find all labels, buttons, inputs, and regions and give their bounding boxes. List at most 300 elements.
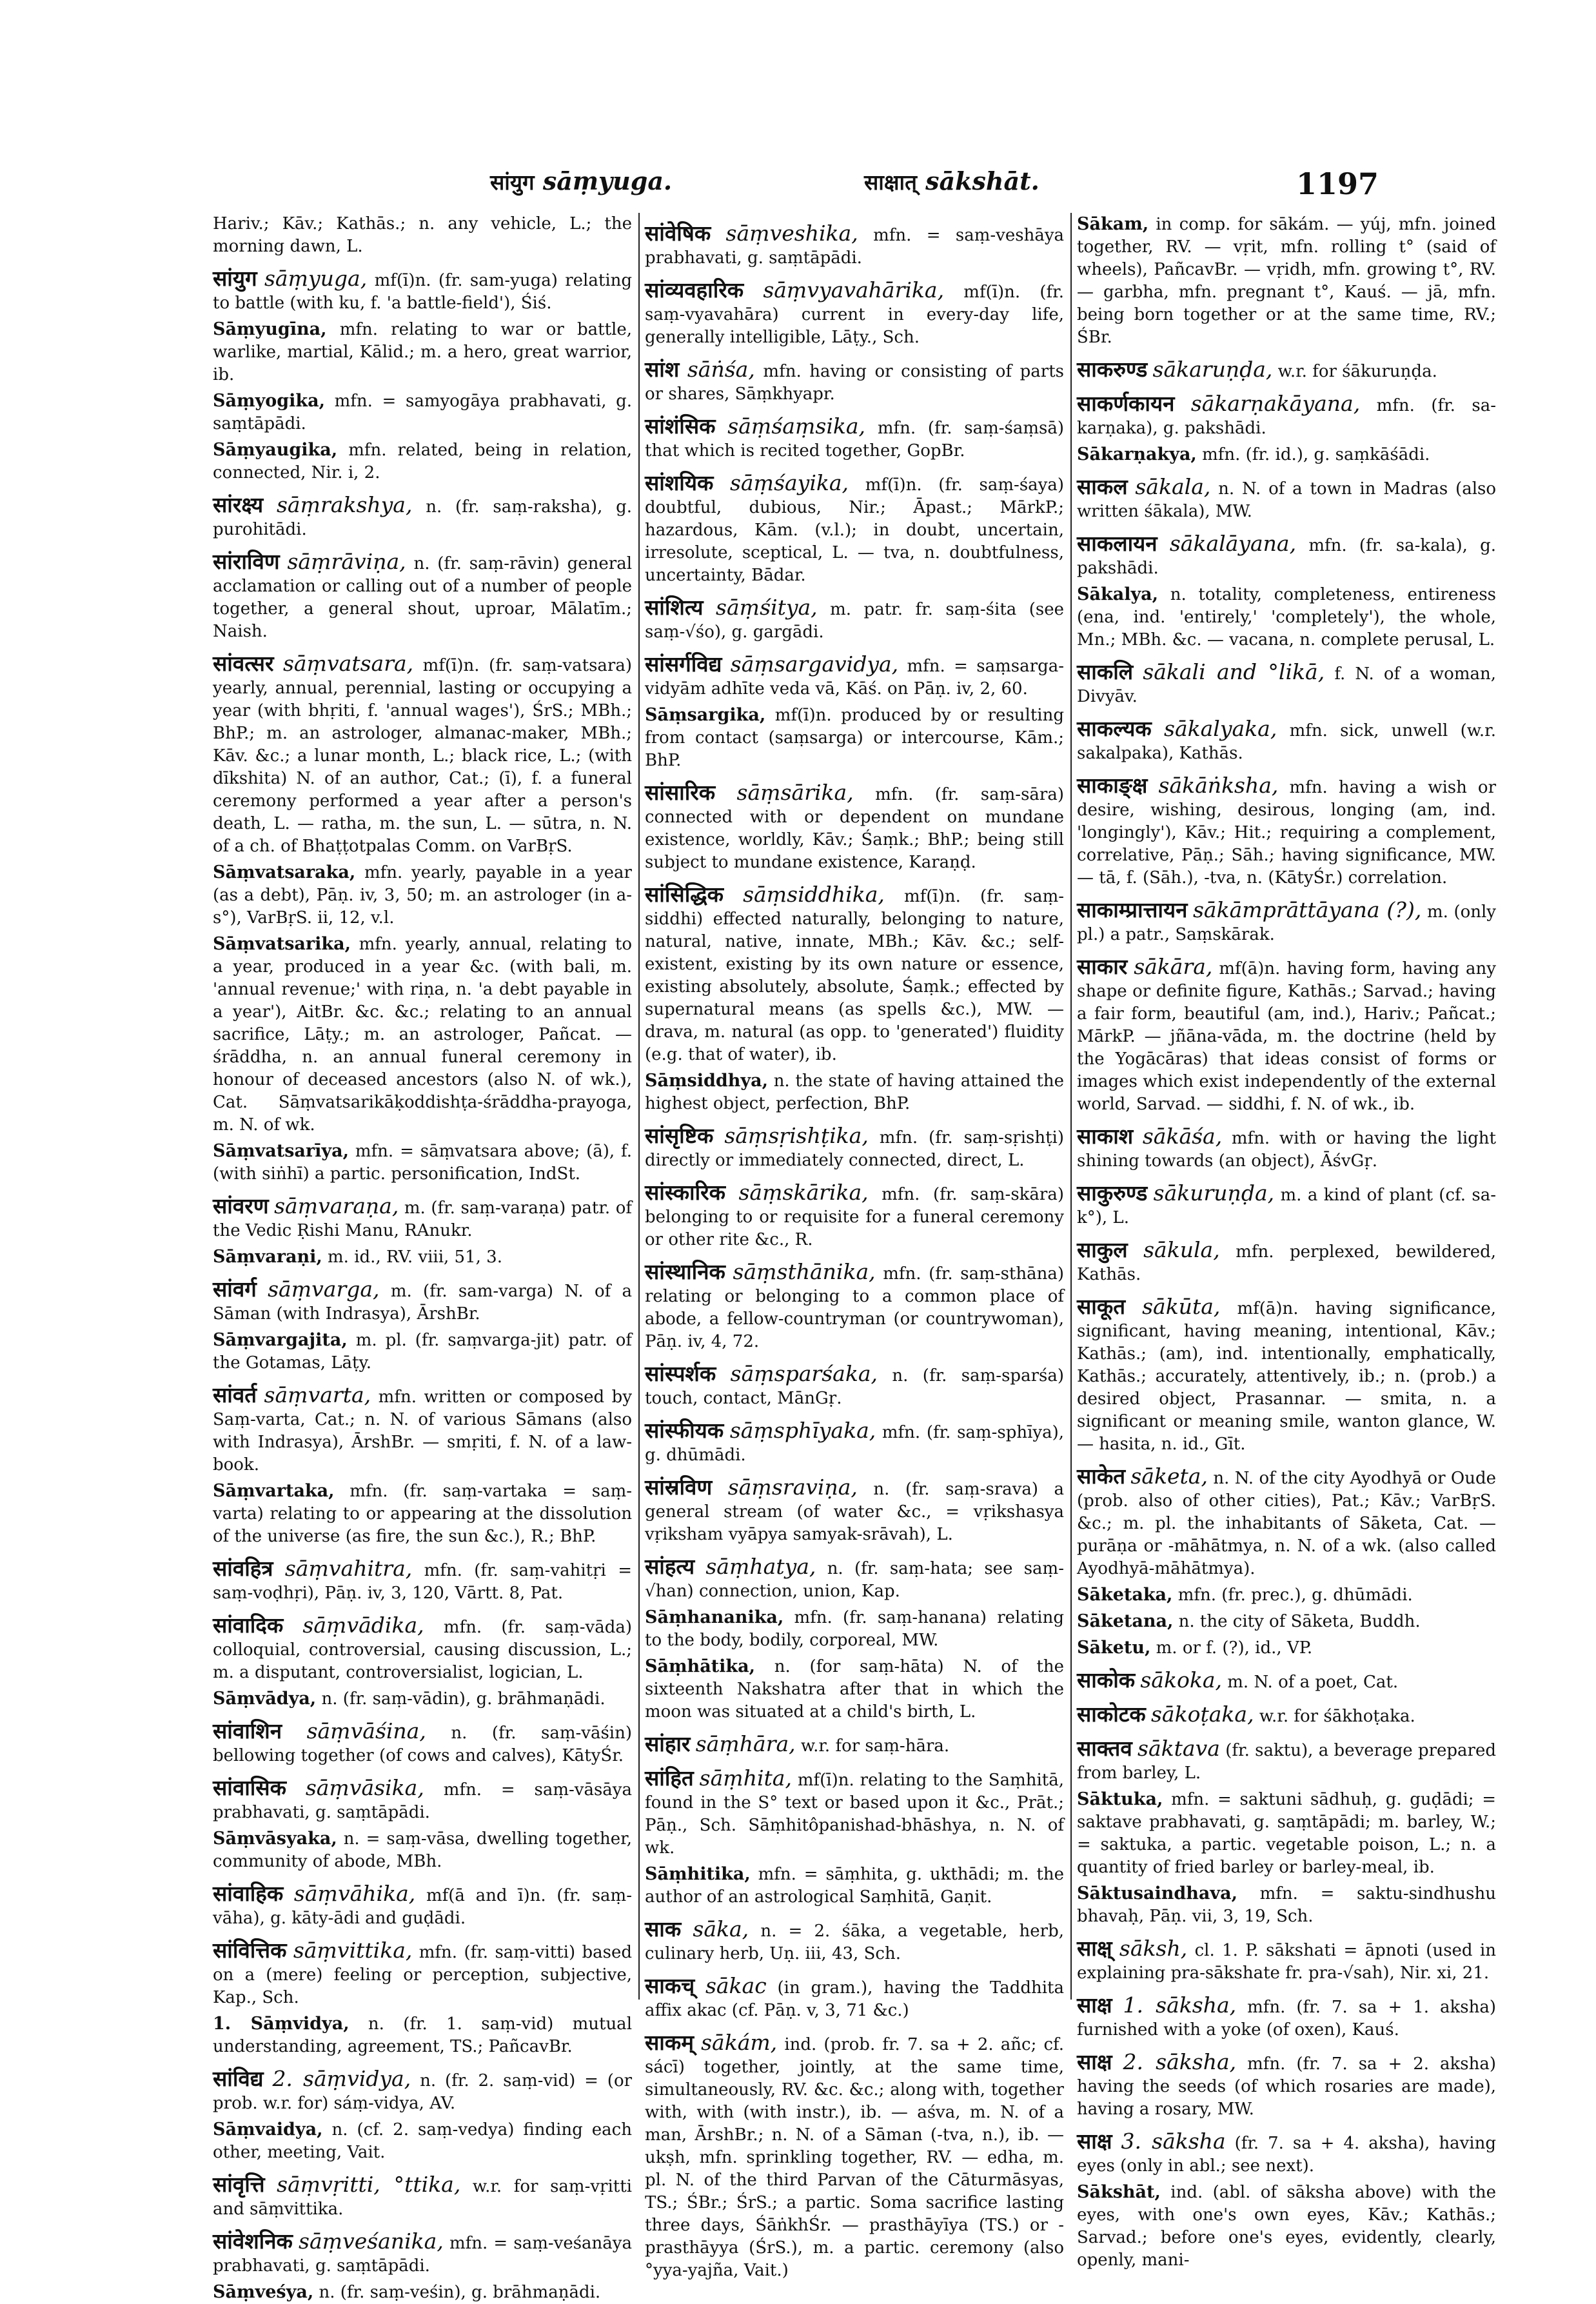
entry-headword: Sāketana, [1077,1611,1174,1631]
entry-definition: mfn. (fr. 7. sa + 2. aksha) having the seeds (of which rosaries are made), having a rosary, MW. [1077,2054,1497,2119]
entry-headword: Sāṃveśya, [213,2282,314,2302]
dictionary-entry [213,2067,632,2115]
dictionary-entry [645,1733,1064,1758]
entry-definition: n. (cf. 2. saṃ-vedya) finding each other, meeting, Vait. [213,2120,632,2162]
header-right-roman: sākshāt. [925,166,1039,195]
entry-headword: sākūta, [1142,1294,1221,1319]
entry-devanagari: सांवर्ग [213,1276,257,1302]
dictionary-entry [1077,1584,1496,1607]
dictionary-entry [213,1384,632,1476]
entry-devanagari: सांवृत्ति [213,2172,265,2197]
dictionary-entry [1077,443,1496,466]
dictionary-entry [645,1655,1064,1723]
entry-definition: mfn. = saktu-sindhushu bhavaḥ, Pāṇ. vii, 3, 19, Sch. [1077,1884,1496,1926]
entry-definition: n. (fr. 2. saṃ-vid) = (or prob. w.r. for) sáṃ-vidya, AV. [213,2071,633,2113]
entry-headword: sāṃśayika, [730,470,849,495]
entry-definition: mfn. (fr. saṃ-śaṃsā) that which is recited together, GopBr. [645,419,1064,461]
entry-definition: mfn. relating to war or battle, warlike, martial, Kālid.; m. a hero, great warrior, ib. [213,320,632,384]
entry-definition: mfn. sick, unwell (w.r. sakalpaka), Kathās. [1077,721,1497,763]
entry-headword: sāṃvyavahārika, [763,277,945,303]
column-2 [645,213,1065,2280]
entry-definition: n. (fr. 1. saṃ-vid) mutual understanding, agreement, TS.; PañcavBr. [213,2014,633,2056]
entry-definition: mfn. (fr. prec.), g. dhūmādi. [1177,1585,1413,1605]
dictionary-entry [1077,955,1496,1116]
entry-devanagari: साक्तव [1077,1736,1132,1761]
entry-headword: sākac [705,1973,767,1998]
entry-devanagari: साक्ष् [1077,1936,1112,1961]
dictionary-entry [645,704,1064,772]
entry-headword: sākarṇakāyana, [1190,391,1361,416]
entry-devanagari: सांवादिक [213,1613,284,1638]
entry-definition: mfn. = samyogāya prabhavati, g. saṃtāpādi. [213,392,632,433]
entry-headword: sāṃsārika, [736,780,854,805]
entry-headword: 2. sāṃvidya, [272,2066,411,2091]
entry-definition: mfn. yearly, payable in a year (as a debt), Pāṇ. iv, 3, 50; m. an astrologer (in a-s°), VarBṛS. ii, 12, v.l. [213,863,632,928]
entry-definition: mfn. (fr. saṃ-skāra) belonging to or requisite for a funeral ceremony or other rite &c., R. [645,1185,1064,1249]
entry-definition: m. pl. (fr. saṃvarga-jit) patr. of the Gotamas, Lāṭy. [213,1331,632,1373]
entry-headword: sākaruṇḍa, [1152,357,1273,382]
entry-headword: 2. sāksha, [1123,2049,1237,2074]
entry-headword: sāṃvādika, [302,1613,424,1638]
entry-devanagari: साक [645,1916,682,1942]
entry-devanagari: सांवाशिन [213,1718,282,1743]
dictionary-entry [1077,1937,1496,1985]
entry-headword: sāṃsthānika, [733,1259,876,1284]
entry-definition: n. (fr. saṃ-raksha), g. purohitādi. [213,497,633,539]
entry-headword: Sākalya, [1077,584,1159,604]
entry-definition: w.r. for śākuruṇḍa. [1277,362,1437,381]
entry-headword: Sākam, [1077,214,1149,234]
dictionary-entry [213,1827,632,1873]
entry-headword: Sāṃvartaka, [213,1481,335,1501]
entry-devanagari: सांवासिक [213,1775,286,1800]
entry-definition: mfn. with or having the light shining towards (an object), ĀśvGṛ. [1077,1129,1496,1171]
entry-devanagari: सांवेशनिक [213,2229,293,2254]
entry-definition: mfn. (fr. saṃ-sthāna) relating or belonging to a common place of abode, a fellow-countryman (or countrywoman), Pāṇ. iv, 4, 72. [645,1264,1064,1351]
dictionary-entry [645,1863,1064,1909]
entry-headword: Sāṃyugīna, [213,319,327,339]
entry-headword: Sākshāt, [1077,2182,1161,2202]
entry-definition: n. = saṃ-vāsa, dwelling together, community of abode, MBh. [213,1829,633,1871]
entry-devanagari: साकाश [1077,1124,1134,1149]
dictionary-entry [645,1918,1064,1965]
entry-devanagari: सांसारिक [645,780,716,805]
entry-definition: (fr. 7. sa + 4. aksha), having eyes (only in abl.; see next). [1077,2134,1497,2176]
dictionary-entry [213,550,632,643]
entry-headword: Sāṃsiddhya, [645,1071,768,1091]
entry-definition: mfn. related, being in relation, connected, Nir. i, 2. [213,441,633,482]
entry-definition: mfn. yearly, annual, relating to a year, produced in a year &c. (with bali, m. 'annual revenue;' with riṇa, n. 'a debt payable in a year'), AitBr. &c. &c.; relating to an annual sacrifice, Lāṭy.; m. an astrologer, Pañcat. — śrāddha, n. an annual funeral ceremony in honour of deceased ancestors (also N. of wk.), Cat. Sāṃvatsarikāḳoddishṭa-śrāddha-prayoga, m. N. of wk. [213,935,632,1135]
entry-devanagari: सांवित्तिक [213,1938,287,1963]
entry-devanagari: साकल्यक [1077,716,1152,741]
dictionary-entry [1077,1788,1496,1879]
dictionary-entry [645,1069,1064,1115]
entry-headword: Sākarṇakya, [1077,444,1197,464]
dictionary-entry [645,2031,1064,2282]
running-header [213,166,1438,205]
dictionary-entry [1077,358,1496,383]
dictionary-entry [1077,1703,1496,1728]
entry-devanagari: साकरुण्ड [1077,357,1148,382]
dictionary-entry [213,652,632,858]
dictionary-entry [645,1606,1064,1652]
entry-headword: sāka, [693,1916,749,1942]
entry-definition: m. N. of a poet, Cat. [1227,1673,1399,1692]
entry-headword: sāṃhāra, [695,1731,796,1756]
entry-definition: in comp. for sākám. — yúj, mfn. joined together, RV. — vṛit, mfn. rolling t° (said of wheels), PañcavBr. — vṛidh, mfn. growing t°, RV. — garbha, mfn. pregnant t°, Kauś. — jā, mfn. being born together or at the same time, RV.; ŚBr. [1077,215,1496,347]
entry-headword: sāketa, [1130,1464,1208,1489]
entry-definition: m. a kind of plant (cf. sa-k°), L. [1077,1186,1497,1227]
dictionary-entry [1077,1994,1496,2041]
dictionary-entry [213,1882,632,1930]
entry-definition: mfn. (fr. id.), g. saṃkāśādi. [1202,445,1430,464]
dictionary-entry [645,1767,1064,1860]
header-right [864,166,1039,196]
dictionary-entry [1077,1610,1496,1633]
entry-headword: sāṃvṛitti, °ttika, [277,2172,461,2197]
entry-definition: mfn. (fr. saṃ-vahitṛi = saṃ-voḍhṛi), Pāṇ. iv, 3, 120, Vārtt. 8, Pat. [213,1561,632,1603]
dictionary-entry [213,390,632,435]
entry-headword: sāṃsṛishṭika, [724,1123,869,1148]
dictionary-entry [213,861,632,929]
entry-headword: sāṃvarta, [264,1382,371,1407]
dictionary-entry [645,222,1064,270]
entry-headword: Sāṃhātika, [645,1656,756,1676]
dictionary-entry [213,2281,632,2304]
entry-devanagari: सांव्यवहारिक [645,277,744,303]
entry-definition: mfn. = sāṃvatsara above; (ā), f. (with siṅhī) a partic. personification, IndSt. [213,1142,633,1184]
entry-devanagari: सांश [645,357,680,382]
dictionary-entry [645,1974,1064,2022]
entry-headword: sāṃrāviṇa, [287,549,406,574]
entry-devanagari: सांवेषिक [645,221,711,246]
entry-definition: m. (fr. sam-varga) N. of a Sāman (with Indrasya), ĀrshBr. [213,1282,633,1324]
entry-headword: sāṃsparśaka, [730,1361,878,1386]
dictionary-entry [213,439,632,484]
entry-definition: mf(ī)n. relating to the Saṃhitā, found in the S° text or based upon it &c., Prāt.; Pāṇ., Sch. Sāṃhitôpanishad-bhāshya, n. N. of wk. [645,1771,1065,1858]
entry-definition: n. (fr. saṃ-vādin), g. brāhmaṇādi. [321,1689,606,1709]
entry-devanagari: साक्ष [1077,1992,1112,2018]
entry-headword: sāṃsargavidya, [730,651,899,677]
entry-headword: 1. Sāṃvidya, [213,2014,350,2034]
dictionary-entry [1077,475,1496,523]
entry-definition: n. (fr. saṃ-hata; see saṃ-√han) connection, union, Kap. [645,1559,1064,1601]
dictionary-entry [645,1260,1064,1353]
entry-devanagari: साकच् [645,1973,695,1998]
dictionary-entry [213,493,632,541]
header-left [490,166,672,196]
entry-definition: mf(ī)n. (fr. saṃ-śaya) doubtful, dubious, Nir.; Āpast.; MārkP.; hazardous, Kām. (v.l.); in doubt, uncertain, irresolute, sceptical, L. — tva, n. doubtfulness, uncertainty, Bādar. [645,475,1064,585]
entry-headword: sākula, [1143,1237,1220,1262]
dictionary-entry [213,1195,632,1242]
entry-headword: sāṃsphīyaka, [729,1418,876,1443]
dictionary-entry [645,781,1064,874]
entry-headword: sāṃvāsika, [305,1775,424,1800]
entry-definition: n. (fr. saṃ-veśin), g. brāhmaṇādi. [319,2283,601,2302]
entry-definition: n. (fr. saṃ-srava) a general stream (of water &c., = vṛikshasya vṛiksham vyāpya samyak-srāvah), L. [645,1480,1065,1544]
entry-devanagari: सांवाहिक [213,1881,284,1906]
entry-definition: m. (fr. saṃ-varaṇa) patr. of the Vedic Ṛishi Manu, RAnukr. [213,1198,632,1240]
dictionary-entry [1077,1295,1496,1456]
entry-devanagari: सांराविण [213,549,280,574]
entry-headword: sāṃhatya, [705,1554,816,1579]
entry-devanagari: साकाङ्क्ष [1077,773,1148,798]
entry-definition: cl. 1. P. sākshati = āpnoti (used in explaining pra-sākshate fr. pra-√sah), Nir. xi, 21. [1077,1941,1496,1983]
dictionary-entry [1077,660,1496,708]
entry-definition: mfn. having a wish or desire, wishing, desirous, longing (am, ind. 'longingly'), Kāv.; Hit.; requiring a complement, correlative, Pāṇ.; Sāh.; having significance, MW. — tā, f. (Sāh.), -tva, n. (KātyŚr.) correlation. [1077,778,1497,888]
entry-definition: mfn. (fr. saṃ-vāda) colloquial, controversial, causing discussion, L.; m. a disputant, controversialist, logician, L. [213,1618,632,1682]
entry-headword: sāṃvāhika, [293,1881,416,1906]
dictionary-entry [213,2118,632,2164]
entry-headword: sākāṅksha, [1158,773,1279,798]
dictionary-entry [1077,392,1496,440]
entry-definition: mfn. written or composed by Saṃ-varta, Cat.; n. N. of various Sāmans (also with Indrasya), ĀrshBr. — smṛiti, f. N. of a law-book. [213,1387,633,1475]
entry-devanagari: सांसिद्धिक [645,882,724,907]
dictionary-entry [645,358,1064,406]
dictionary-entry [645,653,1064,700]
dictionary-entry [645,1419,1064,1467]
entry-devanagari: साकेत [1077,1464,1126,1489]
entry-headword: sākalyaka, [1164,716,1277,741]
header-left-roman: sāṃyuga. [542,166,673,195]
dictionary-entry [213,318,632,386]
dictionary-entry [213,1776,632,1824]
entry-definition: mfn. = saṃ-vāsāya prabhavati, g. saṃtāpādi. [213,1780,632,1822]
entry-definition: n. totality, completeness, entireness (ena, ind. 'entirely,' 'completely'), the whole, Mn.; MBh. &c. — vacana, n. complete perusal, L. [1077,585,1497,650]
column-rule [638,213,640,2000]
dictionary-entry [1077,1125,1496,1173]
entry-headword: Sāṃvatsaraka, [213,862,356,882]
entry-headword: sākāśa, [1142,1124,1223,1149]
entry-definition: n. = 2. śāka, a vegetable, herb, culinary herb, Uṇ. iii, 43, Sch. [645,1922,1065,1963]
dictionary-entry [1077,2181,1496,2272]
dictionary-entry [213,1329,632,1375]
entry-headword: 3. sāksha [1121,2129,1226,2154]
entry-headword: Sāṃvatsarīya, [213,1141,349,1161]
entry-definition: m. or f. (?), id., VP. [1156,1638,1313,1658]
entry-headword: Sāketu, [1077,1638,1151,1658]
entry-headword: sāṃsiddhika, [743,882,885,907]
entry-devanagari: साकोक [1077,1667,1136,1693]
entry-headword: sāṃśaṃsika, [727,413,866,439]
entry-headword: Sāketaka, [1077,1585,1173,1605]
entry-devanagari: सांशंसिक [645,413,716,439]
dictionary-entry [213,2012,632,2058]
entry-headword: sāṅśa, [687,357,755,382]
entry-definition: mf(ī)n. (fr. saṃ-vyavahāra) current in every-day life, generally intelligible, Lāṭy., Sch. [645,283,1065,347]
entry-headword: Sāktuka, [1077,1789,1163,1809]
entry-headword: sāṃśitya, [716,595,818,620]
entry-definition: mfn. perplexed, bewildered, Kathās. [1077,1242,1496,1284]
entry-definition: mfn. (fr. saṃ-vartaka = saṃ-varta) relating to or appearing at the dissolution of the universe (as fire, the sun &c.), R.; BhP. [213,1482,633,1546]
entry-definition: n. N. of the city Ayodhyā or Oude (prob. also of other cities), Pat.; Kāv.; VarBṛS. &c.; m. pl. the inhabitants of Sāketa, Cat. — purāṇa or -māhātmya, n. N. of a wk. (also called Ayodhyā-māhātmya). [1077,1469,1496,1578]
dictionary-entry [645,596,1064,644]
entry-headword: Sāṃvaraṇi, [213,1247,322,1267]
entry-definition: mfn. having or consisting of parts or shares, Sāṃkhyapr. [645,362,1065,404]
entry-headword: Sāṃvargajita, [213,1330,348,1350]
entry-definition: Hariv.; Kāv.; Kathās.; n. any vehicle, L.; the morning dawn, L. [213,214,632,256]
dictionary-entry [1077,1882,1496,1928]
entry-devanagari: साकलि [1077,659,1134,684]
entry-headword: sākám, [701,2030,778,2055]
dictionary-entry [645,1476,1064,1546]
entry-headword: Sāṃvāsyaka, [213,1829,337,1849]
entry-definition: mfn. (fr. sa-kala), g. pakshādi. [1077,536,1497,578]
entry-devanagari: सांस्कारिक [645,1180,725,1205]
entry-definition: mfn. (fr. saṃ-vitti) based on a (mere) feeling or perception, subjective, Kap., Sch. [213,1943,633,2007]
entry-headword: sāksh, [1119,1936,1188,1961]
dictionary-entry [645,472,1064,587]
entry-definition: n. (fr. saṃ-vāśin) bellowing together (of cows and calves), KātyŚr. [213,1723,632,1765]
entry-headword: Sāṃvādya, [213,1689,317,1709]
dictionary-entry [645,1555,1064,1603]
entry-headword: sāktava [1138,1736,1220,1761]
entry-headword: sāṃsraviṇa, [727,1475,858,1500]
entry-devanagari: सांसृष्टिक [645,1123,714,1148]
dictionary-entry [213,1140,632,1186]
dictionary-entry [1077,1182,1496,1229]
dictionary-entry [1077,2051,1496,2121]
entry-headword: 1. sāksha, [1123,1992,1237,2018]
entry-headword: sākoṭaka, [1151,1702,1254,1727]
dictionary-entry [1077,532,1496,580]
entry-definition: mfn. = sāṃhita, g. ukthādi; m. the author of an astrological Saṃhitā, Gaṇit. [645,1865,1064,1907]
entry-devanagari: सांहार [645,1731,691,1756]
dictionary-entry [213,1480,632,1548]
entry-definition: (fr. saktu), a beverage prepared from barley, L. [1077,1741,1497,1783]
entry-headword: sākuruṇḍa, [1153,1180,1275,1206]
entry-devanagari: सांस्थानिक [645,1259,725,1284]
entry-definition: mfn. (fr. 7. sa + 1. aksha) furnished with a yoke (of oxen), Kauś. [1077,1998,1497,2040]
dictionary-entry [213,1614,632,1684]
entry-headword: Sāṃhitika, [645,1864,751,1884]
entry-devanagari: साकार [1077,954,1128,979]
entry-definition: mfn. (fr. sa-karṇaka), g. pakshādi. [1077,396,1496,438]
entry-devanagari: सांविद्य [213,2066,264,2091]
dictionary-entry [213,1720,632,1767]
entry-definition: ind. (abl. of sāksha above) with the eyes, with one's own eyes, Kāv.; Kathās.; Sarvad.; before one's eyes, evidently, clearly, openly, mani- [1077,2183,1497,2270]
dictionary-entry [1077,583,1496,651]
entry-headword: sāṃvahitra, [284,1556,413,1581]
entry-headword: sāṃskārika, [738,1180,869,1205]
entry-definition: n. N. of a town in Madras (also written śākala), MW. [1077,479,1497,521]
dictionary-entry [645,1181,1064,1251]
entry-devanagari: सांरक्ष्य [213,492,264,517]
entry-definition: mf(ī)n. (fr. sam-yuga) relating to battle (with ku, f. 'a battle-field'), Śiś. [213,271,633,313]
entry-headword: sākoka, [1140,1667,1222,1693]
entry-definition: mfn. = saktuni sādhuḥ, g. guḍādi; = saktave prabhavati, g. saṃtāpādi; m. barley, W.; = saktuka, a partic. vegetable poison, L.; n. a quantity of fried barley or barley-meal, ib. [1077,1790,1497,1877]
entry-definition: n. the city of Sāketa, Buddh. [1178,1612,1421,1631]
column-1 [213,213,633,2302]
entry-headword: Sāṃvatsarika, [213,934,351,954]
entry-headword: sāṃyuga, [264,266,368,291]
entry-definition: (in gram.), having the Taddhita affix akac (cf. Pāṇ. v, 3, 71 &c.) [645,1978,1065,2020]
entry-definition: ind. (prob. fr. 7. sa + 2. añc; cf. sácī) together, jointly, at the same time, simultaneously, RV. &c. &c.; along with, together with, with (with instr.), ib. — aśva, m. N. of a man, ĀrshBr.; n. N. of a Sāman (-tva, n.), ib. — ukṣh, mfn. sprinkling together, RV. — edha, m. pl. N. of the third Parvan of the Cāturmāsyas, TS.; ŚBr.; ŚrS.; a partic. Soma sacrifice lasting three days, ŚāṅkhŚr. — prasthāyīya (TS.) or -prasthāyya (ŚrS.), m. a partic. ceremony (also °yya-yajña, Vait.) [645,2035,1065,2280]
entry-devanagari: सांवरण [213,1193,269,1218]
entry-devanagari: सांशित्य [645,595,704,620]
dictionary-entry [1077,1238,1496,1286]
entry-headword: Sāṃhananika, [645,1607,784,1627]
entry-definition: m. (only pl.) a patr., Saṃskārak. [1077,902,1496,944]
dictionary-entry [213,2230,632,2278]
page-number: 1197 [1296,166,1379,201]
entry-definition: mf(ā)n. having significance, significant, having meaning, intentional, Kāv.; Kathās.; (am), ind. intentionally, emphatically, Kathās.; accurately, attentively, ib.; n. (prob.) a desired object, Prasannar. — smita, n. a significant or meaning smile, wanton glance, W. — hasita, n. id., Gīt. [1077,1299,1496,1454]
column-3 [1077,213,1497,2270]
entry-headword: sāṃrakshya, [276,492,413,517]
entry-devanagari: साकूत [1077,1294,1126,1319]
column-rule [1070,213,1072,2000]
entry-headword: Sāṃyaugika, [213,440,338,460]
entry-definition: mfn. = saṃ-veśanāya prabhavati, g. saṃtāpādi. [213,2234,632,2276]
entry-devanagari: सांवहित्र [213,1556,273,1581]
entry-definition: mf(ī)n. produced by or resulting from contact (saṃsarga) or intercourse, Kām.; BhP. [645,706,1064,770]
entry-definition: mf(ī)n. (fr. saṃ-siddhi) effected naturally, belonging to nature, natural, native, innate, MBh.; Kāv. &c.; self-existent, existing by its own nature or essence, existing absolutely, absolute, Śaṃk.; effected by supernatural means (as spells &c.), MW. — drava, m. natural (as opp. to 'generated') fluidity (e.g. that of water), ib. [645,887,1065,1064]
dictionary-entry [213,1557,632,1605]
dictionary-entry [1077,899,1496,946]
entry-devanagari: साकम् [645,2030,694,2055]
dictionary-entry [213,1246,632,1269]
dictionary-entry [213,933,632,1137]
entry-devanagari: साकोटक [1077,1702,1146,1727]
entry-headword: sāṃvaraṇa, [274,1193,399,1218]
entry-definition: w.r. for śākhoṭaka. [1259,1707,1415,1726]
entry-headword: sākala, [1135,474,1211,499]
dictionary-entry [645,415,1064,462]
dictionary-entry [1077,717,1496,765]
entry-definition: n. the state of having attained the highest object, perfection, BhP. [645,1071,1064,1113]
entry-devanagari: सांहित [645,1765,694,1791]
entry-devanagari: सांस्फीयक [645,1418,724,1443]
entry-definition: n. (fr. saṃ-sparśa) touch, contact, MānGṛ. [645,1366,1064,1408]
dictionary-entry [213,1939,632,2009]
entry-headword: sākali and °likā, [1143,659,1325,684]
entry-headword: sāṃhita, [699,1765,792,1791]
dictionary-entry [1077,213,1496,349]
entry-devanagari: साकाम्प्रात्तायन [1077,897,1188,922]
entry-headword: sāṃvittika, [293,1938,413,1963]
entry-definition: mf(ī)n. (fr. saṃ-vatsara) yearly, annual, perennial, lasting or occupying a year (with bhṛiti, f. 'annual wages'), ŚrS.; MBh.; BhP.; m. an astrologer, almanac-maker, MBh.; Kāv. &c.; a lunar month, L.; black rice, L.; (with dīkshita) N. of an author, Cat.; (ī), f. a funeral ceremony performed a year after a person's death, L. — ratha, m. the sun, L. — sūtra, n. N. of a ch. of Bhaṭṭotpalas Comm. on VarBṛS. [213,656,632,856]
entry-headword: sāṃvatsara, [282,651,414,676]
entry-devanagari: सांस्रविण [645,1475,713,1500]
entry-headword: sākāra, [1134,954,1213,979]
entry-devanagari: साकलायन [1077,531,1158,556]
entry-definition: mf(ā)n. having form, having any shape or definite figure, Kathās.; Sarvad.; having a fair form, beautiful (am, ind.), Hariv.; Pañcat.; MārkP. — jñāna-vāda, m. the doctrine (held by the Yogācāras) that ideas consist of forms or images which exist independently of the external world, Sarvad. — siddhi, f. N. of wk., ib. [1077,959,1496,1114]
entry-devanagari: सांशयिक [645,470,714,495]
entry-devanagari: साकल [1077,474,1128,499]
entry-definition: m. patr. fr. saṃ-śita (see saṃ-√śo), g. gargādi. [645,600,1065,642]
entry-devanagari: सांयुग [213,266,257,291]
entry-definition: mfn. (fr. saṃ-sāra) connected with or dependent on mundane existence, worldly, Kāv.; Śaṃk.; BhP.; being still subject to mundane existence, Karaṇḍ. [645,785,1064,872]
dictionary-entry [213,213,632,258]
dictionary-entry [1077,1636,1496,1660]
header-left-devanagari: सांयुग [490,170,535,195]
dictionary-entry [213,267,632,315]
entry-headword: Sāṃsargika, [645,705,766,725]
dictionary-entry [213,1278,632,1326]
entry-definition: f. N. of a woman, Divyāv. [1077,664,1497,706]
entry-headword: sākāmprāttāyana (?), [1193,897,1422,922]
entry-devanagari: साक्ष [1077,2129,1112,2154]
entry-definition: n. (for saṃ-hāta) N. of the sixteenth Nakshatra after that in which the moon was situated at a child's birth, L. [645,1657,1065,1722]
dictionary-entry [1077,1465,1496,1580]
entry-headword: sākalāyana, [1169,531,1297,556]
entry-devanagari: सांस्पर्शक [645,1361,716,1386]
entry-definition: m. id., RV. viii, 51, 3. [328,1247,502,1267]
entry-devanagari: साकुरुण्ड [1077,1180,1148,1206]
dictionary-entry [1077,1669,1496,1694]
entry-devanagari: सांवत्सर [213,651,274,676]
entry-definition: mfn. = saṃsarga-vidyām adhīte veda vā, Kāś. on Pāṇ. iv, 2, 60. [645,657,1065,699]
